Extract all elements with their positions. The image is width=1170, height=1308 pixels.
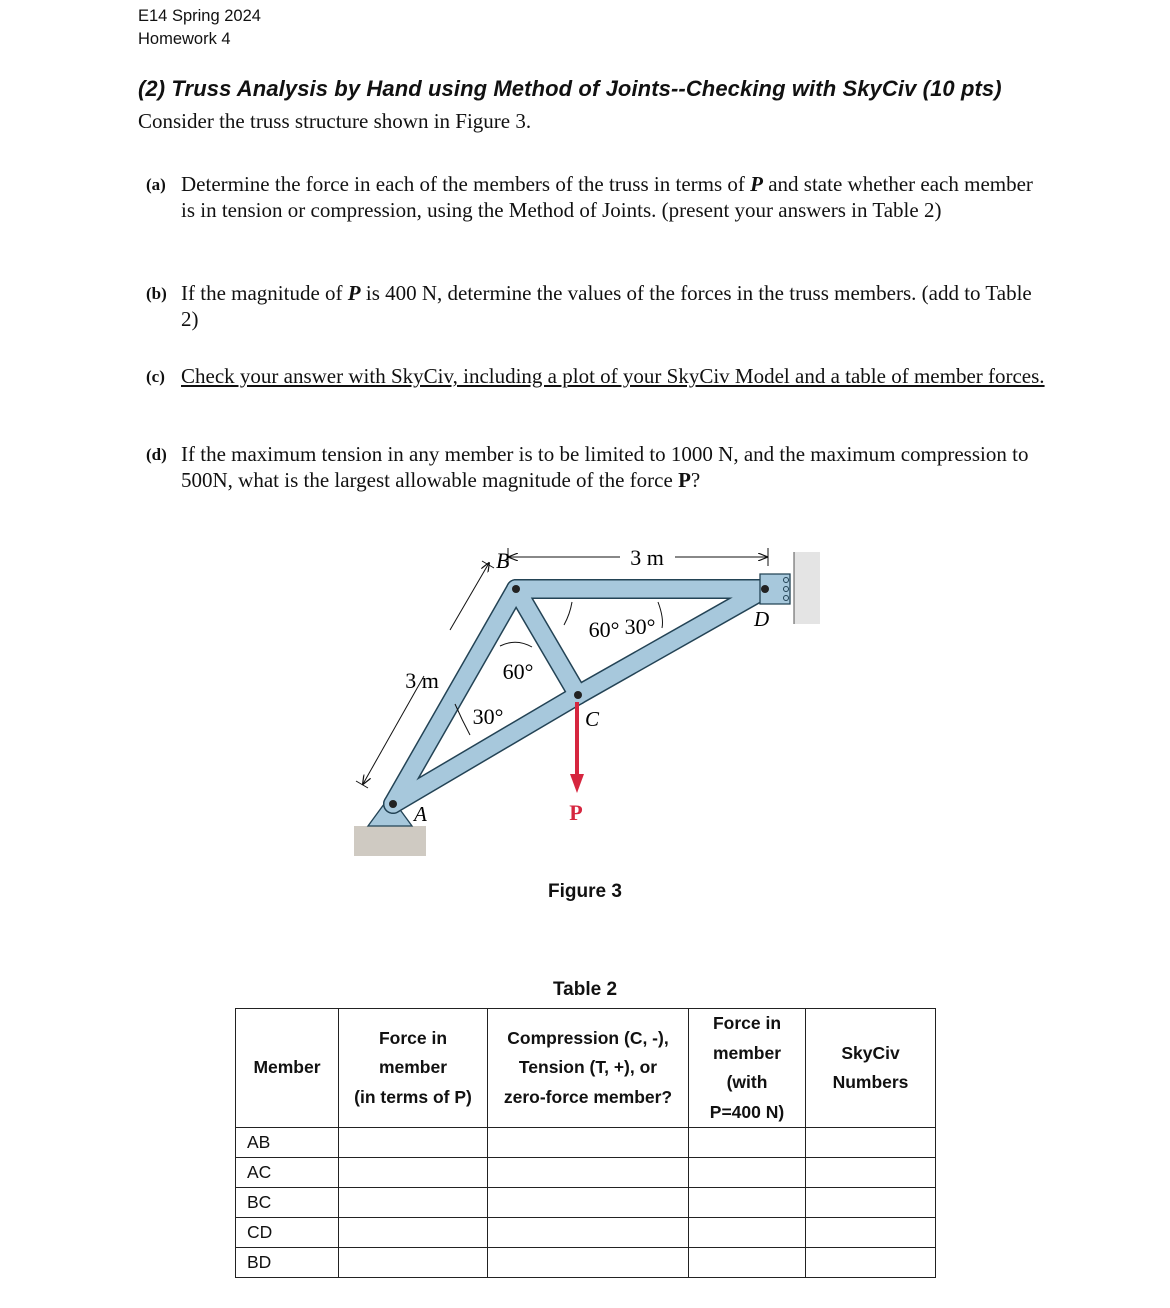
part-a-label: (a) <box>146 175 166 194</box>
load-arrow-head <box>570 774 584 793</box>
part-d <box>146 441 1046 493</box>
part-c-text: Check your answer with SkyCiv, including a plot of your SkyCiv Model and a table of member forces. <box>181 364 1045 388</box>
angle-arc-a-inner <box>455 704 470 735</box>
pin-c <box>574 691 582 699</box>
table-row <box>236 1158 936 1188</box>
dim-left-upper <box>450 563 489 630</box>
truss-figure <box>340 530 840 865</box>
cell-force-p[interactable] <box>339 1248 488 1278</box>
angle-b-top-right: 30° <box>624 614 656 639</box>
part-a-text: Determine the force in each of the members of the truss in terms of P and state whether each member is in tension or compression, using the Method of Joints. (present your answers in Table 2) <box>181 172 1033 222</box>
cell-force-400[interactable] <box>689 1248 806 1278</box>
member-cd <box>578 589 765 695</box>
problem-intro: Consider the truss structure shown in Figure 3. <box>138 109 532 133</box>
table-row <box>236 1188 936 1218</box>
header-force-p: Force in member (in terms of P) <box>339 1009 488 1128</box>
cell-skyciv[interactable] <box>806 1218 936 1248</box>
cell-force-400[interactable] <box>689 1158 806 1188</box>
part-b-label: (b) <box>146 284 167 303</box>
joint-label-d: D <box>754 607 770 631</box>
load-label-p: P <box>569 800 583 825</box>
ground-support <box>354 826 426 856</box>
table-header-row <box>236 1009 936 1128</box>
cell-force-p[interactable] <box>339 1218 488 1248</box>
wall-support <box>794 552 820 624</box>
angle-arc-b-top-right <box>658 602 663 628</box>
member-name: AB <box>236 1128 339 1158</box>
part-c <box>146 363 1046 389</box>
cell-skyciv[interactable] <box>806 1188 936 1218</box>
part-d-text: If the maximum tension in any member is to be limited to 1000 N, and the maximum compression to 500N, what is the largest allowable magnitude of the force P? <box>181 442 1029 492</box>
cell-skyciv[interactable] <box>806 1248 936 1278</box>
angle-b-inner: 60° <box>502 659 534 684</box>
pin-a <box>389 800 397 808</box>
joint-label-a: A <box>414 802 427 826</box>
header-skyciv: SkyCiv Numbers <box>806 1009 936 1128</box>
cell-skyciv[interactable] <box>806 1128 936 1158</box>
cell-force-p[interactable] <box>339 1188 488 1218</box>
table-row <box>236 1128 936 1158</box>
angle-arc-b-top-left <box>564 602 572 625</box>
cell-type[interactable] <box>488 1158 689 1188</box>
cell-force-400[interactable] <box>689 1188 806 1218</box>
course-name: E14 Spring 2024 <box>138 7 261 25</box>
cell-type[interactable] <box>488 1128 689 1158</box>
dim-left-label: 3 m <box>405 668 439 693</box>
pin-b <box>512 585 520 593</box>
table-row <box>236 1218 936 1248</box>
member-name: AC <box>236 1158 339 1188</box>
course-header <box>138 5 261 51</box>
figure-caption: Figure 3 <box>548 881 622 902</box>
header-force-400: Force in member (with P=400 N) <box>689 1009 806 1128</box>
cell-type[interactable] <box>488 1218 689 1248</box>
part-a <box>146 171 1046 223</box>
table-caption: Table 2 <box>552 979 618 1000</box>
assignment-name: Homework 4 <box>138 30 231 48</box>
part-b-text: If the magnitude of P is 400 N, determine the values of the forces in the truss members. (add to Table 2) <box>181 281 1032 331</box>
cell-type[interactable] <box>488 1188 689 1218</box>
cell-type[interactable] <box>488 1248 689 1278</box>
pin-d <box>761 585 769 593</box>
joint-label-b: B <box>496 548 510 573</box>
angle-a-inner: 30° <box>472 704 504 729</box>
member-name: BD <box>236 1248 339 1278</box>
part-b <box>146 280 1046 332</box>
problem-title: (2) Truss Analysis by Hand using Method of Joints--Checking with SkyCiv (10 pts) <box>138 76 1002 101</box>
dim-top-label: 3 m <box>630 545 664 570</box>
angle-b-top-left: 60° <box>588 617 620 642</box>
cell-force-p[interactable] <box>339 1158 488 1188</box>
member-forces-table <box>235 1008 936 1278</box>
joint-label-c: C <box>585 707 600 731</box>
header-type: Compression (C, -), Tension (T, +), or zero-force member? <box>488 1009 689 1128</box>
part-c-label: (c) <box>146 367 165 386</box>
member-name: BC <box>236 1188 339 1218</box>
angle-arc-b-inner <box>500 642 532 647</box>
cell-force-400[interactable] <box>689 1128 806 1158</box>
part-d-label: (d) <box>146 445 167 464</box>
cell-force-400[interactable] <box>689 1218 806 1248</box>
member-name: CD <box>236 1218 339 1248</box>
cell-skyciv[interactable] <box>806 1158 936 1188</box>
cell-force-p[interactable] <box>339 1128 488 1158</box>
table-row <box>236 1248 936 1278</box>
header-member: Member <box>236 1009 339 1128</box>
